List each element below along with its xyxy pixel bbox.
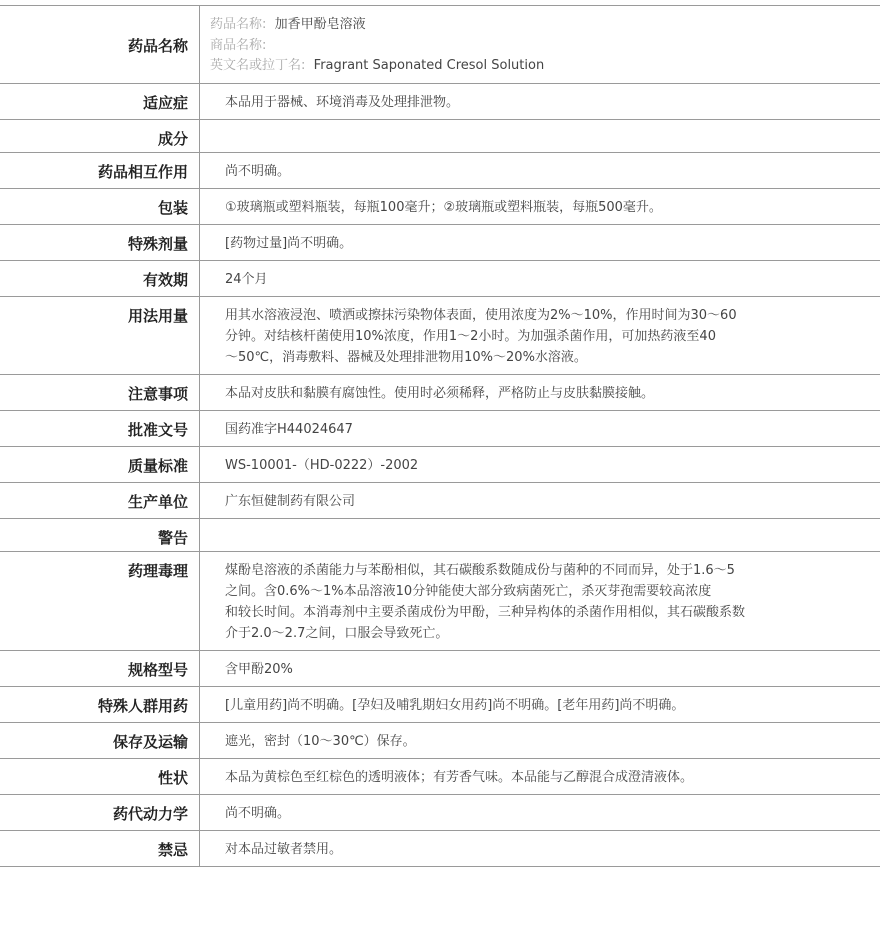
row-value-line: 本品对皮肤和黏膜有腐蚀性。使用时必须稀释，严格防止与皮肤黏膜接触。 — [225, 385, 655, 401]
row-value — [200, 261, 880, 296]
row-value — [200, 6, 880, 83]
trade-name-key: 商品名称: — [210, 37, 267, 53]
row-value — [200, 153, 880, 188]
generic-name-key: 药品名称: — [210, 17, 267, 32]
row-label: 生产单位 — [0, 483, 200, 518]
row-label: 注意事项 — [0, 375, 200, 410]
row-value-line: [药物过量]尚不明确。 — [225, 235, 353, 251]
row-value — [200, 120, 880, 152]
english-name-value: Fragrant Saponated Cresol Solution — [313, 58, 545, 73]
table-row — [0, 189, 880, 225]
row-value — [200, 687, 880, 722]
row-value-line: 本品用于器械、环境消毒及处理排泄物。 — [225, 94, 460, 110]
row-value-line: 尚不明确。 — [225, 163, 291, 179]
row-value-line: [儿童用药]尚不明确。[孕妇及哺乳期妇女用药]尚不明确。[老年用药]尚不明确。 — [225, 697, 685, 713]
row-label: 药品相互作用 — [0, 153, 200, 188]
row-value-line: 煤酚皂溶液的杀菌能力与苯酚相似，其石碳酸系数随成份与菌种的不同而异，处于1.6～5 — [225, 562, 735, 578]
table-row — [0, 687, 880, 723]
row-value-line: 遮光，密封（10～30℃）保存。 — [225, 733, 416, 749]
row-label: 禁忌 — [0, 831, 200, 866]
row-label: 成分 — [0, 120, 200, 152]
row-label: 药代动力学 — [0, 795, 200, 830]
row-value-line: 之间。含0.6%～1%本品溶液10分钟能使大部分致病菌死亡，杀灭芽孢需要较高浓度 — [225, 583, 712, 599]
row-label: 警告 — [0, 519, 200, 551]
row-value — [200, 297, 880, 374]
english-name-line — [210, 56, 880, 77]
row-value-line: 本品为黄棕色至红棕色的透明液体；有芳香气味。本品能与乙醇混合成澄清液体。 — [225, 769, 694, 785]
table-row — [0, 225, 880, 261]
row-label: 包装 — [0, 189, 200, 224]
table-row — [0, 297, 880, 375]
row-value-line: 含甲酚20% — [225, 661, 293, 677]
row-value — [200, 84, 880, 119]
row-label: 性状 — [0, 759, 200, 794]
row-value-line: 和较长时间。本消毒剂中主要杀菌成份为甲酚，三种异构体的杀菌作用相似，其石碳酸系数 — [225, 604, 746, 620]
table-row — [0, 552, 880, 651]
row-value — [200, 411, 880, 446]
table-row — [0, 120, 880, 153]
row-value-line: 24个月 — [225, 271, 268, 287]
row-label: 质量标准 — [0, 447, 200, 482]
row-value-line: 尚不明确。 — [225, 805, 291, 821]
row-value — [200, 375, 880, 410]
row-value — [200, 225, 880, 260]
table-row — [0, 375, 880, 411]
table-row — [0, 411, 880, 447]
row-value-line: ～50℃，消毒敷料、器械及处理排泄物用10%～20%水溶液。 — [225, 349, 587, 365]
row-value-line: 国药准字H44024647 — [225, 421, 353, 437]
row-value — [200, 483, 880, 518]
row-value-line: 分钟。对结核杆菌使用10%浓度，作用1～2小时。为加强杀菌作用，可加热药液至40 — [225, 328, 716, 344]
row-value-line: 广东恒健制药有限公司 — [225, 493, 356, 509]
row-label: 药品名称 — [0, 6, 200, 83]
row-drug-name — [0, 5, 880, 84]
row-label: 特殊人群用药 — [0, 687, 200, 722]
row-value-line: 介于2.0～2.7之间，口服会导致死亡。 — [225, 625, 449, 641]
row-value — [200, 831, 880, 866]
row-label: 用法用量 — [0, 297, 200, 374]
row-label: 特殊剂量 — [0, 225, 200, 260]
drug-info-table — [0, 5, 880, 867]
table-row — [0, 723, 880, 759]
table-row — [0, 651, 880, 687]
trade-name-line — [210, 36, 880, 57]
row-label: 药理毒理 — [0, 552, 200, 650]
row-label: 规格型号 — [0, 651, 200, 686]
generic-name-value: 加香甲酚皂溶液 — [274, 17, 366, 32]
row-value — [200, 189, 880, 224]
row-value — [200, 723, 880, 758]
table-row — [0, 84, 880, 120]
row-label: 保存及运输 — [0, 723, 200, 758]
row-value-line: 对本品过敏者禁用。 — [225, 841, 343, 857]
table-row — [0, 153, 880, 189]
english-name-key: 英文名或拉丁名: — [210, 58, 306, 73]
row-value-line: ①玻璃瓶或塑料瓶装，每瓶100毫升；②玻璃瓶或塑料瓶装，每瓶500毫升。 — [225, 199, 662, 215]
table-row — [0, 483, 880, 519]
row-value — [200, 795, 880, 830]
table-row — [0, 447, 880, 483]
table-row — [0, 759, 880, 795]
row-value — [200, 447, 880, 482]
table-row — [0, 795, 880, 831]
row-label: 适应症 — [0, 84, 200, 119]
row-value — [200, 651, 880, 686]
generic-name-line — [210, 15, 880, 36]
row-value — [200, 552, 880, 650]
row-value — [200, 519, 880, 551]
table-row — [0, 261, 880, 297]
row-label: 批准文号 — [0, 411, 200, 446]
table-row — [0, 519, 880, 552]
row-value-line: 用其水溶液浸泡、喷洒或擦抹污染物体表面，使用浓度为2%～10%，作用时间为30～60 — [225, 307, 737, 323]
row-label: 有效期 — [0, 261, 200, 296]
row-value-line: WS-10001-（HD-0222）-2002 — [225, 457, 419, 473]
row-value — [200, 759, 880, 794]
table-row — [0, 831, 880, 867]
